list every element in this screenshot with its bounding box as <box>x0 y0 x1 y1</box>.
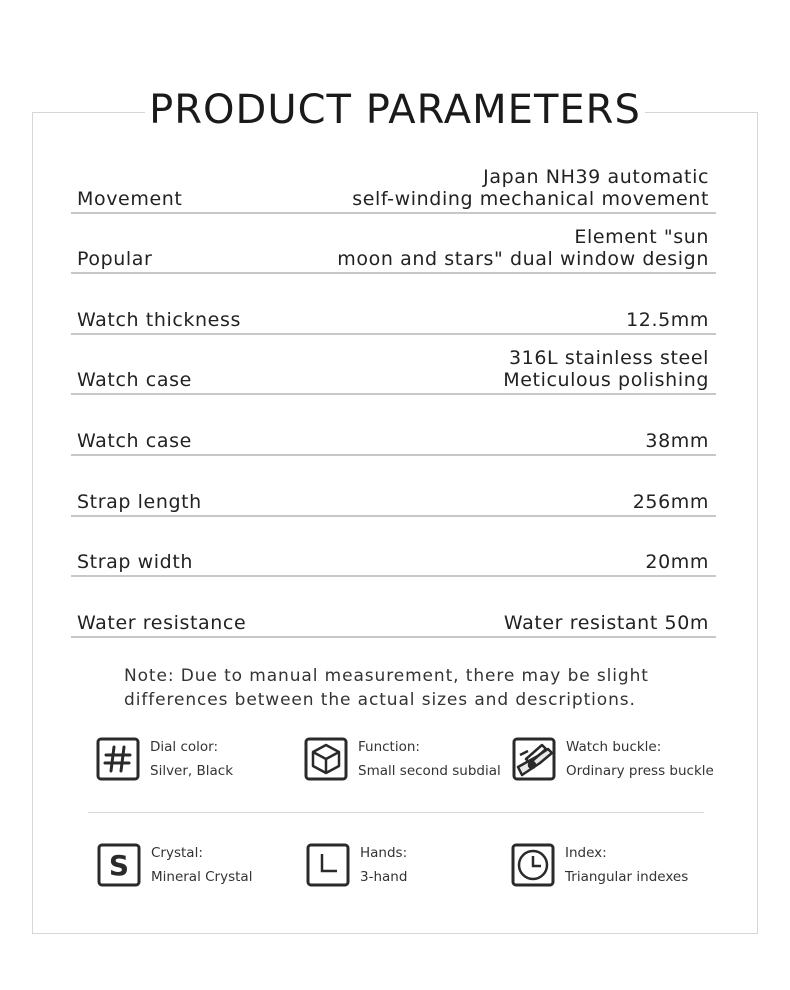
measurement-note <box>124 664 649 712</box>
feature-title: Function: <box>358 739 420 755</box>
feature-value: Ordinary press buckle <box>566 763 714 779</box>
feature-value: Small second subdial <box>358 763 501 779</box>
feature-title: Hands: <box>360 845 408 861</box>
feature-title: Dial color: <box>150 739 219 755</box>
hands-icon <box>306 843 350 887</box>
param-label: Popular <box>77 248 153 270</box>
param-value <box>504 612 709 634</box>
param-value <box>645 430 709 452</box>
param-row-watch-thickness <box>71 300 716 335</box>
param-row-strap-width <box>71 542 716 577</box>
feature-title: Watch buckle: <box>566 739 662 755</box>
param-value-line: 256mm <box>632 491 709 513</box>
param-row-popular <box>71 222 716 274</box>
param-label: Strap length <box>77 491 202 513</box>
s-letter-icon <box>97 843 141 887</box>
param-value-line: Meticulous polishing <box>503 369 709 391</box>
param-label: Watch case <box>77 369 192 391</box>
feature-value: 3-hand <box>360 869 408 885</box>
param-value <box>337 226 709 270</box>
param-label: Water resistance <box>77 612 247 634</box>
feature-value: Triangular indexes <box>565 869 689 885</box>
param-row-water-resistance <box>71 602 716 638</box>
param-row-watch-case-material <box>71 343 716 395</box>
param-value-line: moon and stars" dual window design <box>337 248 709 270</box>
param-label: Strap width <box>77 551 194 573</box>
param-value-line: self-winding mechanical movement <box>352 188 709 210</box>
param-value <box>626 309 709 331</box>
page-title: PRODUCT PARAMETERS <box>145 82 645 138</box>
param-value <box>352 166 709 210</box>
feature-value: Mineral Crystal <box>151 869 253 885</box>
param-label: Movement <box>77 188 183 210</box>
clock-icon <box>511 843 555 887</box>
features-divider <box>88 812 704 813</box>
hash-icon <box>96 737 140 781</box>
param-value <box>633 491 709 513</box>
param-row-watch-case-size <box>71 420 716 456</box>
feature-value: Silver, Black <box>150 763 234 779</box>
param-row-movement <box>71 160 716 214</box>
note-line: Note: Due to manual measurement, there may be slight <box>124 666 649 686</box>
param-value-line: Japan NH39 automatic <box>483 166 709 188</box>
param-label: Watch thickness <box>77 309 241 331</box>
feature-title: Index: <box>565 845 607 861</box>
param-value-line: 20mm <box>645 551 709 573</box>
param-value <box>503 347 709 391</box>
param-value-line: Element "sun <box>574 226 709 248</box>
param-value-line: 38mm <box>645 430 709 452</box>
svg-text:S: S <box>108 849 130 882</box>
param-value-line: Water resistant 50m <box>503 612 709 634</box>
param-value-line: 316L stainless steel <box>508 347 709 369</box>
param-value <box>645 551 709 573</box>
feature-title: Crystal: <box>151 845 203 861</box>
note-line: differences between the actual sizes and descriptions. <box>124 690 636 710</box>
buckle-icon <box>512 737 556 781</box>
cube-icon <box>304 737 348 781</box>
param-value-line: 12.5mm <box>626 309 709 331</box>
param-row-strap-length <box>71 480 716 517</box>
param-label: Watch case <box>77 430 192 452</box>
